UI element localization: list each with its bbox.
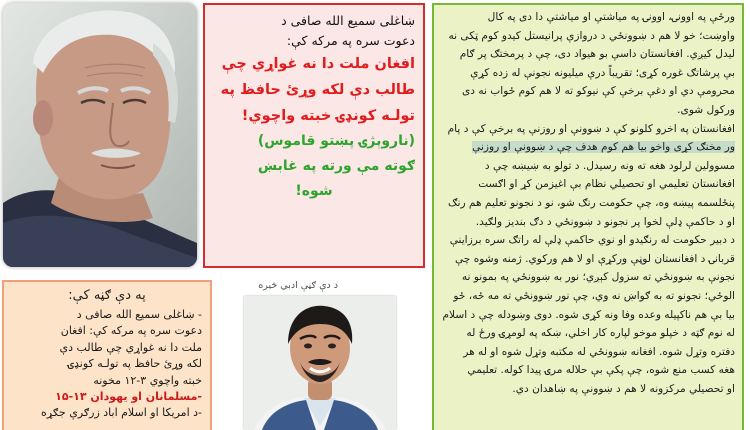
article-line: محرومې دي او دغې برخې کې نیوکو ته لا هم کوم ځواب نه دی [461, 85, 735, 98]
article-line: بیا بې هم ناکپيله وعده وفا ونه کړی شوه. دوی وښودله چې د اسلام [442, 308, 735, 321]
article-line: قربانۍ د افغانستان لوڼې ورکړې او لا هم ورکوي. ژمنه وشوه چې [454, 252, 735, 265]
contents-line: -د امریکا او اسلام اباد زرګرې جګړه [41, 406, 202, 420]
contents-line: - ښاغلی سمیع الله صافی د [76, 308, 202, 321]
portrait-photo-literary-figure [244, 296, 396, 430]
article-line: او تحصیلي مرکزونه لا هم د ښوونې په ښاهدان دي. [512, 382, 735, 395]
contents-line: خبته واچوي ۳-۱۲ مخونه [93, 373, 202, 387]
article-line: پنځلسمه پیښه وه، چې حکومت رنګ شو، نو د نجونو تعلیم هم رنګ [448, 196, 735, 209]
interview-intro-line: ښاغلی سمیع الله صافی د [281, 13, 415, 28]
contents-line: -مسلمانان او یهودان ۱۳-۱۵ [55, 390, 202, 404]
article-line: افغانستان تعلیمي او تحصیلي نظام بې اغیزمن کړ او اګست [478, 178, 735, 191]
interview-headline-box [203, 3, 425, 268]
article-line: ورکول شوی. [677, 103, 735, 116]
headline-quote-line: طالب دې لکه وړئ حافظ په [220, 82, 415, 98]
article-line: بې پرشاتګ غوره کړی؛ تقریباً درې میلیونه نجونې له زده کړې [470, 66, 735, 79]
contents-line: لکه وړئ حافظ په تولـه کونډۍ [67, 357, 202, 371]
article-line: لیدل کیږي. افغانستان داسې بو هیواد دی، چې د پرمختګ پر ګام [459, 48, 735, 61]
highlighted-text: ور مخنګ کړی واخو بیا هم کوم هدف چې د ښوونې او روزنې [472, 141, 735, 154]
photo-caption: د دې ګڼې ادبي څیره [258, 280, 338, 291]
contents-body [12, 307, 202, 422]
subheadline-line: (ناروېژۍ پښتو قاموس) [257, 133, 415, 149]
subheadline-line: شوه! [295, 183, 333, 199]
headline-quote-line: تولـه کونډۍ خبته واچوي! [241, 108, 415, 124]
contents-line: دعوت سره په مرکه کې: افغان [60, 324, 202, 338]
subheadline-line: ګوته مې ورته په غابښ [257, 158, 415, 174]
article-line: واوښت؛ خو لا هم د ښوونځي د دروازې پرانیستل کیدو کوم ټکی نه [448, 29, 735, 42]
article-line [440, 138, 735, 157]
article-line: مسوولین لرلود هغه ته ونه رسیدل. د تولو به ښیښه چې د [484, 159, 735, 172]
article-line: افغانستان په اخرو کلونو کې د ښوونې او روزنې په برخې کې د پام [447, 122, 735, 135]
interview-intro-line: دعوت سره په مرکه کې: [286, 33, 415, 48]
elder-portrait-illustration [3, 3, 197, 267]
article-line: الوځي؛ نجونو ته به ګواښ نه وي، چې نور ښوونځي ته مه ځه، ځو [453, 289, 735, 302]
article-line: دفتره وتړل شوه. افغانه ښوونځي له مکتبه وتړل شوه او له هر [463, 345, 735, 358]
issue-contents-box [2, 280, 212, 430]
article-line: هغه کسب منع شوه، چې پکې بې حلاله مرۍ پیدا کوله. تعلیمي [467, 364, 735, 377]
contents-line: ملت دا نه غواړي چې طالب دې [59, 340, 202, 354]
portrait-photo-elder [3, 3, 197, 267]
article-column [432, 3, 744, 430]
article-line: د دبیر حکومت له رنګیدو او نوي حاکمې ډلې له راتګ سره برزاینې [449, 234, 735, 247]
headline-quote-line: افغان ملت دا نه غواړي چې [221, 56, 415, 72]
contents-heading: په دې ګڼه کې: [68, 288, 146, 303]
article-line: او د حاکمې ډلې لخوا پر نجونو د ښوونځي د دګ بندیز ولګید. [475, 215, 735, 228]
article-line: نجونې به ښوونځي ته سزول کېږي؛ نور به ښوونځي په بمونو نه [461, 271, 735, 284]
article-line: له نوم ګټه د خپلو موخو لپاره کار اخلي، ښکه په لومړۍ ورځ له [466, 327, 735, 340]
article-line: ورځې په اوونۍ، اوونۍ په میاشتې او میاشتې دا دی په کال [487, 11, 735, 23]
literary-figure-illustration [244, 296, 396, 430]
